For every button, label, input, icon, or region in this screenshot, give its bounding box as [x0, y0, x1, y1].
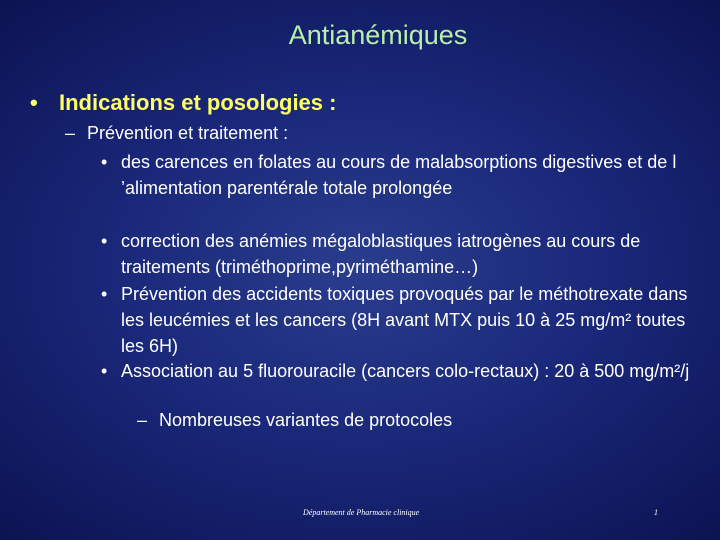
- bullet-level3-text: des carences en folates au cours de malabsorptions digestives et de l ’alimentation parentérale totale prolongée: [121, 152, 677, 198]
- bullet-marker: •: [101, 361, 108, 381]
- dash-marker: –: [137, 410, 148, 430]
- footer-text: Département de Pharmacie clinique: [303, 508, 420, 517]
- bullet-marker: •: [101, 231, 108, 251]
- bullet-level2-text: Prévention et traitement :: [87, 123, 289, 143]
- bullet-level3-text: Prévention des accidents toxiques provoqués par le méthotrexate dans les leucémies et les cancers (8H avant MTX puis 10 à 25 mg/m² toutes les 6H): [121, 284, 688, 356]
- bullet-level1-text: Indications et posologies :: [59, 90, 337, 115]
- bullet-marker: •: [101, 284, 108, 304]
- bullet-marker: •: [101, 152, 108, 172]
- bullet-level4-text: Nombreuses variantes de protocoles: [159, 410, 453, 430]
- page-number: 1: [654, 508, 658, 517]
- dash-marker: –: [65, 123, 76, 143]
- bullet-marker: •: [30, 90, 38, 115]
- bullet-level3-text: correction des anémies mégaloblastiques iatrogènes au cours de traitements (triméthoprime,pyriméthamine…): [121, 231, 641, 277]
- bullet-level3-text: Association au 5 fluorouracile (cancers colo-rectaux) : 20 à 500 mg/m²/j: [121, 361, 690, 381]
- slide-title: Antianémiques: [288, 20, 468, 50]
